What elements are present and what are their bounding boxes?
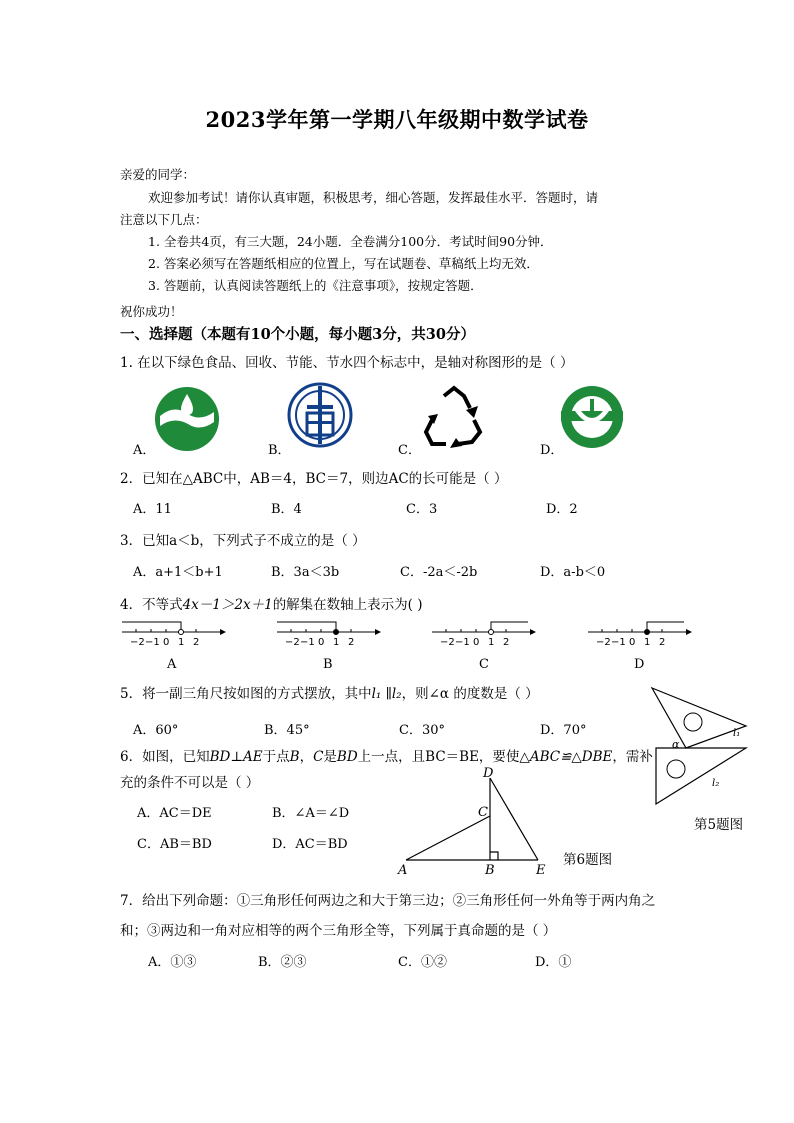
- q6-stem-line-2: 充的条件不可以是（ ）: [120, 775, 260, 791]
- q4-option-b[interactable]: B: [323, 657, 333, 672]
- q3-option-c[interactable]: C．-2a＜-2b: [400, 565, 478, 580]
- tick-label: −2: [596, 637, 611, 648]
- number-line-b: [277, 618, 381, 648]
- q3-stem: 3．已知a＜b，下列式子不成立的是（ ）: [120, 533, 366, 549]
- point-a-label: A: [398, 863, 408, 878]
- tick-label: −1: [300, 637, 315, 648]
- q6-figure: [396, 764, 556, 876]
- tick-label: 1: [488, 637, 495, 648]
- l2-label: l₂: [712, 778, 720, 789]
- energy-saving-logo-icon: [288, 383, 352, 447]
- q6-option-c[interactable]: C．AB＝BD: [137, 837, 212, 852]
- l1-label: l₁: [733, 728, 741, 739]
- q6-stem: [120, 745, 653, 765]
- q4-option-c[interactable]: C: [479, 657, 489, 672]
- q4-stem: [120, 593, 423, 613]
- tick-label: −2: [285, 637, 300, 648]
- tick-label: 0: [163, 637, 170, 648]
- q5-caption: 第5题图: [694, 817, 744, 833]
- intro-line-1: 欢迎参加考试！请你认真审题，积极思考，细心答题，发挥最佳水平．答题时，请: [148, 190, 599, 205]
- q5-stem: [120, 682, 539, 702]
- tick-label: 1: [644, 637, 651, 648]
- q5-stem-post: ，则∠α 的度数是（ ）: [401, 686, 539, 702]
- q7-option-a[interactable]: A．①③: [148, 955, 197, 970]
- q6-expr: B: [289, 749, 300, 765]
- intro-line-2: 注意以下几点：: [120, 212, 208, 227]
- q4-stem-post: 的解集在数轴上表示为( ): [272, 597, 423, 613]
- q4-option-a[interactable]: A: [167, 657, 177, 672]
- intro-item-2: 2. 答案必须写在答题纸相应的位置上，写在试题卷、草稿纸上均无效．: [148, 256, 539, 271]
- q6-caption: 第6题图: [563, 852, 613, 868]
- tick-label: 2: [503, 637, 510, 648]
- q6-stem-text: ，: [299, 749, 314, 765]
- q1-option-d[interactable]: D．: [540, 443, 564, 458]
- q3-option-a[interactable]: A．a+1＜b+1: [133, 565, 223, 580]
- point-e-label: E: [536, 863, 546, 878]
- q6-option-b[interactable]: B．∠A＝∠D: [272, 806, 350, 821]
- tick-label: 2: [659, 637, 666, 648]
- q1-stem: 1. 在以下绿色食品、回收、节能、节水四个标志中，是轴对称图形的是（ ）: [120, 355, 574, 371]
- q6-option-a[interactable]: A．AC＝DE: [137, 806, 212, 821]
- q2-stem: 2．已知在△ABC中，AB＝4，BC＝7，则边AC的长可能是（ ）: [120, 471, 508, 487]
- tick-label: 0: [629, 637, 636, 648]
- q6-stem-post: ，需补: [612, 749, 653, 765]
- tick-label: −1: [455, 637, 470, 648]
- q1-option-b[interactable]: B．: [268, 443, 291, 458]
- q5-option-b[interactable]: B．45°: [264, 723, 310, 738]
- q6-expr: ABC≌△DBE: [529, 749, 613, 765]
- page-title: 2023学年第一学期八年级期中数学试卷: [205, 107, 589, 132]
- q6-expr: BD⊥AE: [209, 749, 263, 765]
- q4-stem-pre: 4．不等式: [120, 597, 183, 613]
- q4-inequality: 4x－1＞2x＋1: [182, 597, 273, 613]
- point-c-label: C: [478, 805, 488, 820]
- water-saving-logo-icon: [154, 386, 220, 452]
- tick-label: 0: [318, 637, 325, 648]
- q6-stem-text: 上一点，且BC＝BE，要使△: [357, 749, 530, 765]
- section-heading: 一、选择题（本题有10个小题，每小题3分，共30分）: [120, 326, 475, 343]
- alpha-label: α: [672, 738, 680, 751]
- q3-option-b[interactable]: B．3a＜3b: [271, 565, 340, 580]
- q6-stem-text: 于点: [262, 749, 290, 765]
- q3-option-d[interactable]: D．a-b＜0: [540, 565, 606, 580]
- q7-option-d[interactable]: D．①: [535, 955, 572, 970]
- tick-label: −1: [145, 637, 160, 648]
- q1-option-c[interactable]: C．: [398, 443, 421, 458]
- q5-figure: [646, 686, 756, 808]
- number-line-d: [588, 618, 692, 648]
- q2-option-b[interactable]: B．4: [271, 502, 302, 517]
- tick-label: 1: [333, 637, 340, 648]
- q2-option-a[interactable]: A．11: [133, 502, 172, 517]
- q5-option-c[interactable]: C．30°: [399, 723, 445, 738]
- q6-stem-text: 是: [323, 749, 337, 765]
- point-d-label: D: [483, 766, 494, 781]
- q7-stem-line-2: 和；③两边和一角对应相等的两个三角形全等，下列属于真命题的是（ ）: [120, 923, 557, 939]
- number-line-c: [432, 618, 536, 648]
- q5-stem-pre: 5．将一副三角尺按如图的方式摆放，其中: [120, 686, 372, 702]
- q7-stem-line-1: 7．给出下列命题：①三角形任何两边之和大于第三边；②三角形任何一外角等于两内角之: [120, 893, 656, 909]
- q4-option-d[interactable]: D: [634, 657, 645, 672]
- intro-item-1: 1. 全卷共4页，有三大题，24小题．全卷满分100分．考试时间90分钟．: [148, 234, 553, 249]
- q5-option-d[interactable]: D．70°: [540, 723, 587, 738]
- tick-label: 1: [178, 637, 185, 648]
- recycle-logo-icon: [422, 386, 484, 448]
- q6-expr: BD: [336, 749, 358, 765]
- tick-label: 2: [193, 637, 200, 648]
- greeting: 亲爱的同学：: [120, 167, 196, 182]
- tick-label: −2: [440, 637, 455, 648]
- q6-option-d[interactable]: D．AC＝BD: [272, 837, 348, 852]
- tick-label: 2: [348, 637, 355, 648]
- q6-stem-pre: 6．如图，已知: [120, 749, 210, 765]
- intro-item-3: 3. 答题前，认真阅读答题纸上的《注意事项》，按规定答题．: [148, 278, 483, 293]
- green-food-logo-icon: [559, 385, 625, 449]
- q7-option-c[interactable]: C．①②: [398, 955, 447, 970]
- point-b-label: B: [485, 863, 495, 878]
- tick-label: 0: [473, 637, 480, 648]
- q6-expr: C: [313, 749, 324, 765]
- q5-parallel-expr: l₁ ∥l₂: [371, 686, 402, 702]
- number-line-a: [122, 618, 226, 648]
- q7-option-b[interactable]: B．②③: [258, 955, 307, 970]
- q2-option-c[interactable]: C．3: [406, 502, 438, 517]
- tick-label: −2: [130, 637, 145, 648]
- wish: 祝你成功！: [120, 304, 183, 319]
- tick-label: −1: [611, 637, 626, 648]
- q1-option-a[interactable]: A．: [133, 443, 156, 458]
- q5-option-a[interactable]: A．60°: [133, 723, 179, 738]
- q2-option-d[interactable]: D．2: [546, 502, 578, 517]
